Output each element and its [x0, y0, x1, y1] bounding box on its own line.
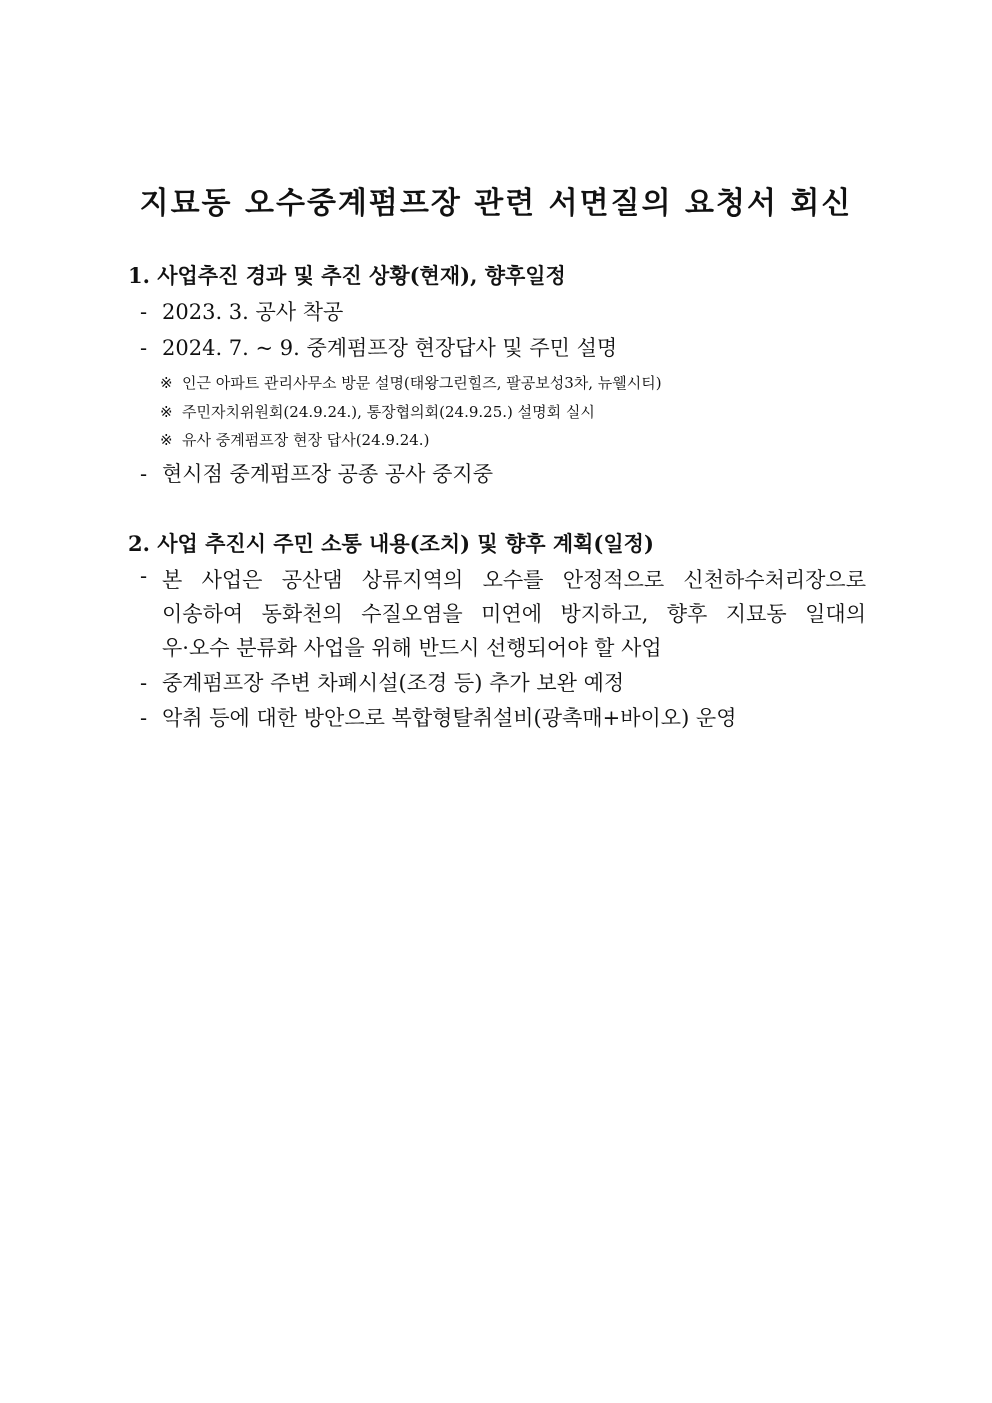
- section-1-note-3-text: 유사 중계펌프장 현장 답사(24.9.24.): [182, 431, 430, 449]
- note-mark: ※: [160, 431, 173, 449]
- section-1-item-1-text: 2023. 3. 공사 착공: [162, 300, 344, 324]
- section-2-item-1-text: 중계펌프장 주변 차폐시설(조경 등) 추가 보완 예정: [162, 671, 625, 695]
- section-2-paragraph-line-3: 우·오수 분류화 사업을 위해 반드시 선행되어야 할 사업: [162, 636, 662, 660]
- section-2-heading: 2. 사업 추진시 주민 소통 내용(조치) 및 향후 계획(일정): [128, 531, 654, 556]
- section-2-paragraph-marker: [140, 564, 162, 588]
- note-mark: ※: [160, 374, 173, 392]
- section-1-item-3-text: 현시점 중계펌프장 공종 공사 중지중: [162, 462, 493, 486]
- section-1-note-1-text: 인근 아파트 관리사무소 방문 설명(태왕그린힐즈, 팔공보성3차, 뉴웰시티): [182, 374, 662, 392]
- dash-marker: -: [140, 300, 148, 324]
- dash-marker: -: [140, 564, 148, 588]
- section-1-item-1: [140, 296, 343, 326]
- section-1-note-1: [160, 372, 662, 393]
- dash-marker: -: [140, 336, 148, 360]
- section-2-item-1: [140, 667, 624, 697]
- section-1-item-3: [140, 458, 493, 488]
- section-1-heading: 1. 사업추진 경과 및 추진 상황(현재), 향후일정: [128, 263, 566, 288]
- dash-marker: -: [140, 462, 148, 486]
- section-1-item-2-text: 2024. 7. ~ 9. 중계펌프장 현장답사 및 주민 설명: [162, 336, 618, 360]
- document-title: 지묘동 오수중계펌프장 관련 서면질의 요청서 회신: [139, 186, 853, 221]
- section-2-paragraph-line-2: 이송하여 동화천의 수질오염을 미연에 방지하고, 향후 지묘동 일대의: [162, 602, 866, 626]
- section-2-paragraph-line-1: 본 사업은 공산댐 상류지역의 오수를 안정적으로 신천하수처리장으로: [162, 568, 866, 592]
- section-1-note-2-text: 주민자치위원회(24.9.24.), 통장협의회(24.9.25.) 설명회 실시: [182, 403, 595, 421]
- dash-marker: -: [140, 706, 148, 730]
- note-mark: ※: [160, 403, 173, 421]
- section-2-item-2-text: 악취 등에 대한 방안으로 복합형탈취설비(광촉매+바이오) 운영: [162, 706, 737, 730]
- dash-marker: -: [140, 671, 148, 695]
- section-1-item-2: [140, 332, 617, 362]
- section-1-note-3: [160, 429, 429, 450]
- section-2-item-2: [140, 702, 737, 732]
- section-1-note-2: [160, 401, 595, 422]
